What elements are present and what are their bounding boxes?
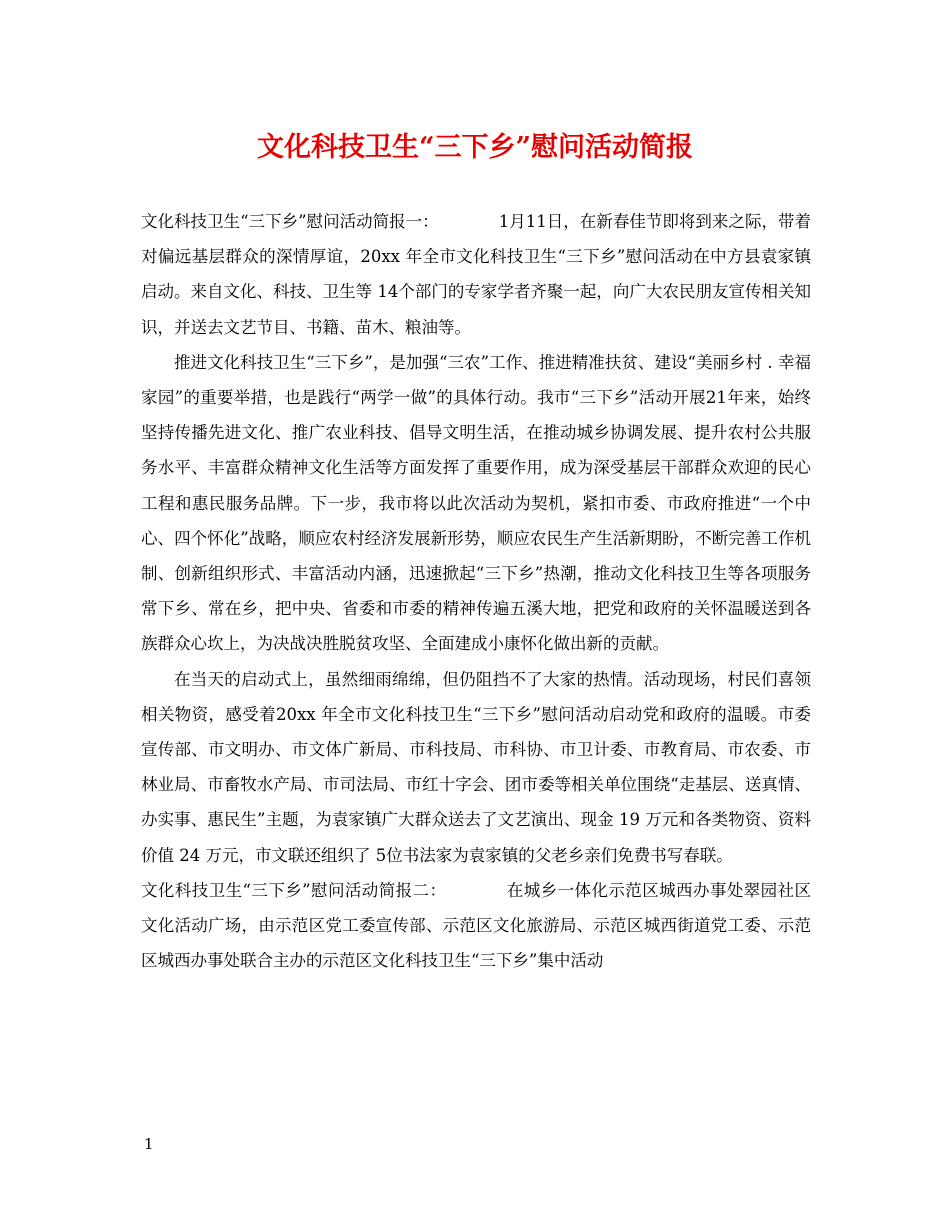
paragraph-ceremony: [141, 662, 811, 873]
section-heading-briefing-two: 文化科技卫生“三下乡”慰问活动简报二：: [141, 880, 447, 900]
document-title: 文化科技卫生“三下乡”慰问活动简报: [256, 132, 694, 163]
page-number: 1: [144, 1135, 154, 1153]
paragraph-briefing-one: [141, 204, 811, 345]
paragraph-text: 在城乡一体化示范区城西办事处翠园社区文化活动广场，由示范区党工委宣传部、示范区文化旅游局、示范区城西街道党工委、示范区城西办事处联合主办的示范区文化科技卫生“三下乡”集中活动: [141, 880, 812, 971]
section-heading-briefing-one: 文化科技卫生“三下乡”慰问活动简报一：: [141, 212, 439, 231]
paragraph-text: 1月11日，在新春佳节即将到来之际，带着对偏远基层群众的深情厚谊，20xx 年全市文化科技卫生“三下乡”慰问活动在中方县袁家镇启动。来自文化、科技、卫生等 14个部门的专家学者齐聚一起，向广大农民朋友宣传相关知识，并送去文艺节目、书籍、苗木、粮油等。: [141, 212, 812, 337]
paragraph-significance: [141, 345, 811, 662]
paragraph-text: 在当天的启动式上，虽然细雨绵绵，但仍阻挡不了大家的热情。活动现场，村民们喜领相关物资，感受着20xx 年全市文化科技卫生“三下乡”慰问活动启动党和政府的温暖。市委宣传部、市文明办、市文体广新局、市科技局、市科协、市卫计委、市教育局、市农委、市林业局、市畜牧水产局、市司法局、市红十字会、团市委等相关单位围绕“走基层、送真情、办实事、惠民生”主题，为袁家镇广大群众送去了文艺演出、现金 19 万元和各类物资、资料价值 24 万元，市文联还组织了 5位书法家为袁家镇的父老乡亲们免费书写春联。: [141, 669, 811, 865]
paragraph-briefing-two: [141, 873, 811, 979]
document-body: [141, 204, 811, 978]
paragraph-text: 推进文化科技卫生“三下乡”，是加强“三农”工作、推进精准扶贫、建设“美丽乡村 . 幸福家园”的重要举措，也是践行“两学一做”的具体行动。我市“三下乡”活动开展21年来，始终坚持传播先进文化、推广农业科技、倡导文明生活，在推动城乡协调发展、提升农村公共服务水平、丰富群众精神文化生活等方面发挥了重要作用，成为深受基层干部群众欢迎的民心工程和惠民服务品牌。下一步，我市将以此次活动为契机，紧扣市委、市政府推进“一个中心、四个怀化”战略，顺应农村经济发展新形势，顺应农民生产生活新期盼，不断完善工作机制、创新组织形式、丰富活动内涵，迅速掀起“三下乡”热潮，推动文化科技卫生等各项服务常下乡、常在乡，把中央、省委和市委的精神传遍五溪大地，把党和政府的关怀温暖送到各族群众心坎上，为决战决胜脱贫攻坚、全面建成小康怀化做出新的贡献。: [141, 352, 811, 654]
